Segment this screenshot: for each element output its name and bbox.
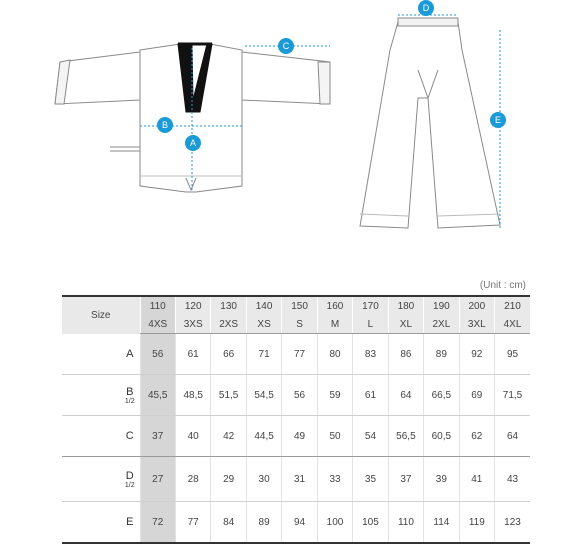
row-key: [120, 416, 140, 457]
svg-text:C: C: [282, 41, 290, 51]
value-cell: 84: [211, 502, 246, 544]
value-cell: 51,5: [211, 375, 246, 416]
value-cell: 54,5: [246, 375, 281, 416]
row-key-fraction: 1/2: [124, 397, 135, 405]
value-cell: 77: [175, 502, 210, 544]
height-cell: 150: [282, 296, 317, 315]
value-cell: 62: [459, 416, 494, 457]
marker-a: [185, 135, 201, 151]
value-cell: 56: [282, 375, 317, 416]
svg-text:D: D: [422, 3, 430, 13]
value-cell: 54: [353, 416, 388, 457]
row-lead: [62, 416, 120, 457]
value-cell: 123: [495, 502, 530, 544]
row-key-letter: E: [126, 516, 134, 528]
value-cell: 80: [317, 334, 352, 375]
value-cell: 61: [175, 334, 210, 375]
value-cell: 41: [459, 457, 494, 502]
value-cell: 61: [353, 375, 388, 416]
svg-text:A: A: [189, 138, 197, 148]
value-cell: 69: [459, 375, 494, 416]
size-code-cell: 4XS: [140, 315, 175, 334]
size-code-cell: M: [317, 315, 352, 334]
value-cell: 49: [282, 416, 317, 457]
value-cell: 43: [495, 457, 530, 502]
height-cell: 170: [353, 296, 388, 315]
size-header: Size: [62, 296, 140, 334]
row-key: [120, 502, 140, 544]
value-cell: 92: [459, 334, 494, 375]
value-cell: 33: [317, 457, 352, 502]
row-key-letter: B: [126, 385, 134, 398]
measurement-row-d: [62, 457, 530, 502]
size-code-cell: XS: [246, 315, 281, 334]
size-code-cell: 2XL: [424, 315, 459, 334]
row-lead: [62, 457, 120, 502]
row-key-fraction: 1/2: [124, 481, 135, 489]
row-key: [120, 457, 140, 502]
value-cell: 40: [175, 416, 210, 457]
row-key-letter: A: [126, 347, 134, 360]
value-cell: 100: [317, 502, 352, 544]
size-table: [62, 295, 530, 544]
value-cell: 66: [211, 334, 246, 375]
value-cell: 45,5: [140, 375, 175, 416]
size-code-cell: 3XS: [175, 315, 210, 334]
value-cell: 86: [388, 334, 423, 375]
value-cell: 60,5: [424, 416, 459, 457]
value-cell: 44,5: [246, 416, 281, 457]
height-cell: 210: [495, 296, 530, 315]
height-cell: 140: [246, 296, 281, 315]
value-cell: 48,5: [175, 375, 210, 416]
value-cell: 35: [353, 457, 388, 502]
height-row: [62, 296, 530, 315]
row-key-letter: D: [125, 469, 134, 482]
height-cell: 160: [317, 296, 352, 315]
row-lead: [62, 375, 120, 416]
marker-b: [157, 117, 173, 133]
value-cell: 95: [495, 334, 530, 375]
value-cell: 50: [317, 416, 352, 457]
pants-drawing: [360, 18, 500, 228]
value-cell: 56: [140, 334, 175, 375]
value-cell: 110: [388, 502, 423, 544]
value-cell: 42: [211, 416, 246, 457]
value-cell: 89: [424, 334, 459, 375]
value-cell: 59: [317, 375, 352, 416]
value-cell: 31: [282, 457, 317, 502]
value-cell: 64: [495, 416, 530, 457]
value-cell: 72: [140, 502, 175, 544]
height-cell: 200: [459, 296, 494, 315]
height-cell: 180: [388, 296, 423, 315]
row-lead: [62, 334, 120, 375]
row-key: [120, 334, 140, 375]
value-cell: 37: [388, 457, 423, 502]
value-cell: 71,5: [495, 375, 530, 416]
uniform-illustration: [0, 0, 582, 260]
value-cell: 37: [140, 416, 175, 457]
height-cell: 110: [140, 296, 175, 315]
height-cell: 190: [424, 296, 459, 315]
value-cell: 66,5: [424, 375, 459, 416]
svg-text:E: E: [494, 115, 502, 125]
size-code-cell: S: [282, 315, 317, 334]
row-lead: [62, 502, 120, 544]
row-key: [120, 375, 140, 416]
value-cell: 71: [246, 334, 281, 375]
value-cell: 30: [246, 457, 281, 502]
height-cell: 130: [211, 296, 246, 315]
height-cell: 120: [175, 296, 210, 315]
measurement-row-e: [62, 502, 530, 544]
value-cell: 77: [282, 334, 317, 375]
svg-text:B: B: [161, 120, 169, 130]
measurement-row-a: [62, 334, 530, 375]
value-cell: 28: [175, 457, 210, 502]
size-code-cell: XL: [388, 315, 423, 334]
value-cell: 89: [246, 502, 281, 544]
marker-d: [418, 0, 434, 16]
size-code-cell: 2XS: [211, 315, 246, 334]
value-cell: 27: [140, 457, 175, 502]
value-cell: 29: [211, 457, 246, 502]
value-cell: 39: [424, 457, 459, 502]
value-cell: 105: [353, 502, 388, 544]
row-key-letter: C: [125, 430, 134, 442]
size-code-cell: 3XL: [459, 315, 494, 334]
unit-label: (Unit : cm): [479, 280, 526, 291]
measurement-row-c: [62, 416, 530, 457]
value-cell: 64: [388, 375, 423, 416]
measurement-row-b: [62, 375, 530, 416]
marker-e: [490, 112, 506, 128]
value-cell: 83: [353, 334, 388, 375]
marker-c: [278, 38, 294, 54]
size-code-cell: 4XL: [495, 315, 530, 334]
value-cell: 94: [282, 502, 317, 544]
value-cell: 114: [424, 502, 459, 544]
value-cell: 119: [459, 502, 494, 544]
value-cell: 56,5: [388, 416, 423, 457]
size-code-cell: L: [353, 315, 388, 334]
